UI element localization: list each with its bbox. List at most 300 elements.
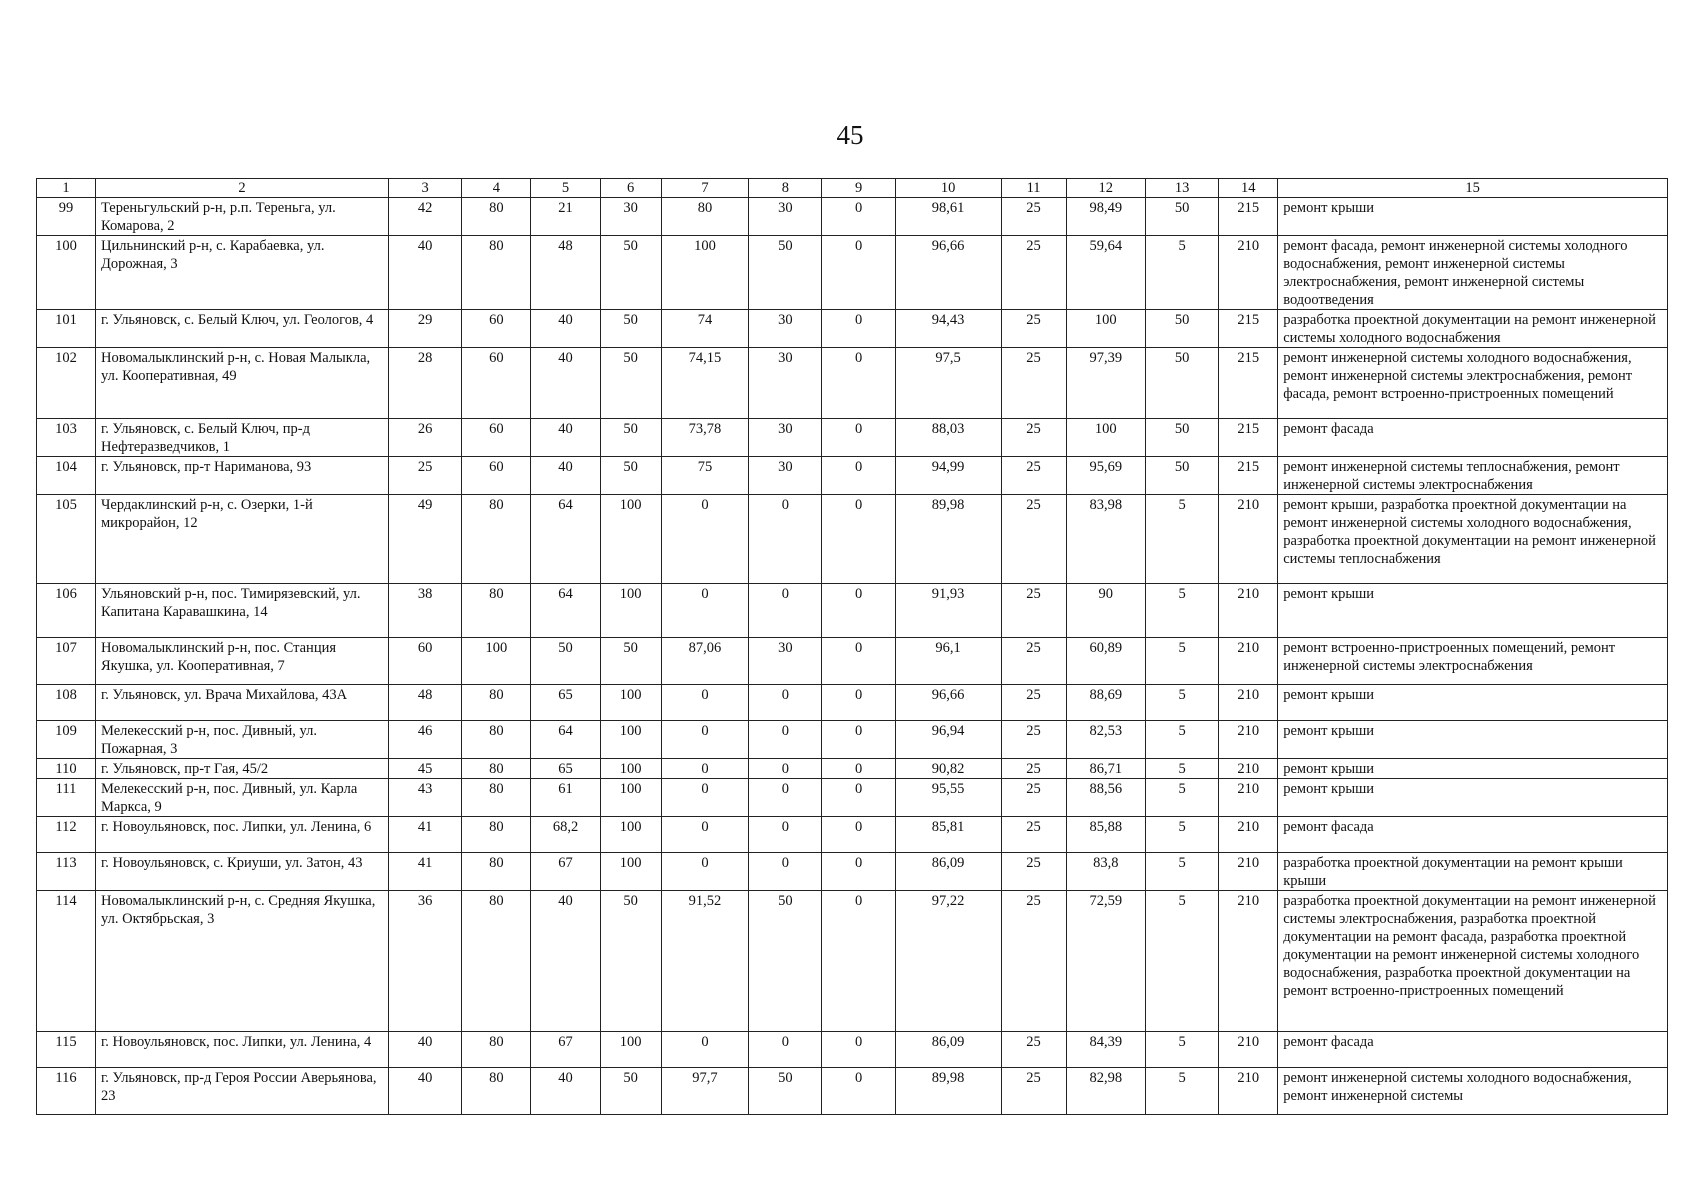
row-number-cell: 108 (37, 685, 96, 721)
row-number-cell: 101 (37, 310, 96, 348)
col-14-cell: 215 (1219, 348, 1278, 419)
address-cell: Цильнинский р-н, с. Карабаевка, ул. Дорожная, 3 (96, 236, 389, 310)
col-4-cell: 60 (462, 310, 531, 348)
col-11-cell: 25 (1001, 348, 1066, 419)
col-6-cell: 100 (600, 685, 661, 721)
col-5-cell: 64 (531, 584, 600, 638)
col-5-cell: 40 (531, 457, 600, 495)
col-7-cell: 0 (661, 853, 749, 891)
table-row (37, 198, 1668, 236)
col-10-cell: 88,03 (895, 419, 1001, 457)
row-number-cell: 113 (37, 853, 96, 891)
col-14-cell: 210 (1219, 853, 1278, 891)
address-cell: Новомалыклинский р-н, пос. Станция Якушка, ул. Кооперативная, 7 (96, 638, 389, 685)
col-7-cell: 97,7 (661, 1068, 749, 1115)
col-8-cell: 30 (749, 348, 822, 419)
col-12-cell: 60,89 (1066, 638, 1145, 685)
col-6-cell: 100 (600, 759, 661, 779)
col-14-cell: 210 (1219, 638, 1278, 685)
col-9-cell: 0 (822, 236, 895, 310)
work-types-cell: ремонт фасада (1278, 419, 1668, 457)
table-row (37, 310, 1668, 348)
address-cell: г. Ульяновск, пр-д Героя России Аверьянова, 23 (96, 1068, 389, 1115)
col-12-cell: 88,69 (1066, 685, 1145, 721)
col-5-cell: 50 (531, 638, 600, 685)
column-header: 2 (96, 179, 389, 198)
col-3-cell: 49 (389, 495, 462, 584)
col-3-cell: 28 (389, 348, 462, 419)
col-4-cell: 80 (462, 1032, 531, 1068)
col-7-cell: 75 (661, 457, 749, 495)
col-8-cell: 50 (749, 1068, 822, 1115)
col-5-cell: 40 (531, 1068, 600, 1115)
col-4-cell: 80 (462, 817, 531, 853)
col-11-cell: 25 (1001, 584, 1066, 638)
col-11-cell: 25 (1001, 1032, 1066, 1068)
column-header: 6 (600, 179, 661, 198)
work-types-cell: разработка проектной документации на ремонт инженерной системы электроснабжения, разработка проектной документации на ремонт фасада, разработка проектной документации на ремонт инженерной системы холодного водоснабжения, разработка проектной документации на ремонт встроенно-пристроенных помещений (1278, 891, 1668, 1032)
column-header: 11 (1001, 179, 1066, 198)
col-14-cell: 210 (1219, 779, 1278, 817)
col-9-cell: 0 (822, 759, 895, 779)
column-header: 3 (389, 179, 462, 198)
address-cell: Ульяновский р-н, пос. Тимирязевский, ул. Капитана Каравашкина, 14 (96, 584, 389, 638)
col-5-cell: 40 (531, 348, 600, 419)
col-9-cell: 0 (822, 1068, 895, 1115)
work-types-cell: ремонт фасада, ремонт инженерной системы холодного водоснабжения, ремонт инженерной системы электроснабжения, ремонт инженерной системы водоотведения (1278, 236, 1668, 310)
row-number-cell: 114 (37, 891, 96, 1032)
col-12-cell: 90 (1066, 584, 1145, 638)
page-number: 45 (836, 120, 864, 150)
col-7-cell: 87,06 (661, 638, 749, 685)
col-11-cell: 25 (1001, 721, 1066, 759)
col-7-cell: 0 (661, 584, 749, 638)
col-12-cell: 72,59 (1066, 891, 1145, 1032)
address-cell: г. Новоульяновск, пос. Липки, ул. Ленина, 6 (96, 817, 389, 853)
col-6-cell: 50 (600, 891, 661, 1032)
col-6-cell: 100 (600, 779, 661, 817)
col-3-cell: 45 (389, 759, 462, 779)
col-13-cell: 50 (1145, 310, 1218, 348)
col-4-cell: 80 (462, 495, 531, 584)
col-11-cell: 25 (1001, 638, 1066, 685)
col-9-cell: 0 (822, 198, 895, 236)
column-header: 13 (1145, 179, 1218, 198)
col-10-cell: 90,82 (895, 759, 1001, 779)
col-10-cell: 98,61 (895, 198, 1001, 236)
col-9-cell: 0 (822, 817, 895, 853)
row-number-cell: 105 (37, 495, 96, 584)
row-number-cell: 115 (37, 1032, 96, 1068)
col-10-cell: 96,1 (895, 638, 1001, 685)
col-13-cell: 5 (1145, 759, 1218, 779)
table-row (37, 495, 1668, 584)
col-11-cell: 25 (1001, 236, 1066, 310)
work-types-cell: ремонт крыши (1278, 584, 1668, 638)
col-6-cell: 100 (600, 853, 661, 891)
col-5-cell: 40 (531, 310, 600, 348)
col-13-cell: 50 (1145, 457, 1218, 495)
table-body (37, 198, 1668, 1115)
address-cell: Мелекесский р-н, пос. Дивный, ул. Карла Маркса, 9 (96, 779, 389, 817)
address-cell: Новомалыклинский р-н, с. Новая Малыкла, ул. Кооперативная, 49 (96, 348, 389, 419)
column-header: 4 (462, 179, 531, 198)
col-8-cell: 0 (749, 817, 822, 853)
table-row (37, 817, 1668, 853)
col-9-cell: 0 (822, 495, 895, 584)
work-types-cell: ремонт крыши (1278, 759, 1668, 779)
column-header: 9 (822, 179, 895, 198)
table-row (37, 779, 1668, 817)
col-4-cell: 60 (462, 457, 531, 495)
work-types-cell: ремонт крыши (1278, 779, 1668, 817)
col-3-cell: 46 (389, 721, 462, 759)
table-row (37, 1068, 1668, 1115)
col-13-cell: 5 (1145, 891, 1218, 1032)
table-row (37, 638, 1668, 685)
col-6-cell: 50 (600, 348, 661, 419)
row-number-cell: 109 (37, 721, 96, 759)
col-9-cell: 0 (822, 853, 895, 891)
col-5-cell: 40 (531, 419, 600, 457)
col-5-cell: 65 (531, 759, 600, 779)
col-4-cell: 80 (462, 891, 531, 1032)
col-7-cell: 0 (661, 817, 749, 853)
work-types-cell: разработка проектной документации на ремонт крыши крыши (1278, 853, 1668, 891)
work-types-cell: ремонт инженерной системы холодного водоснабжения, ремонт инженерной системы (1278, 1068, 1668, 1115)
col-9-cell: 0 (822, 348, 895, 419)
work-types-cell: ремонт инженерной системы теплоснабжения, ремонт инженерной системы электроснабжения (1278, 457, 1668, 495)
col-8-cell: 50 (749, 236, 822, 310)
column-header: 14 (1219, 179, 1278, 198)
col-9-cell: 0 (822, 638, 895, 685)
repair-register-table (36, 178, 1668, 1115)
col-12-cell: 85,88 (1066, 817, 1145, 853)
col-7-cell: 91,52 (661, 891, 749, 1032)
work-types-cell: ремонт крыши (1278, 721, 1668, 759)
work-types-cell: ремонт инженерной системы холодного водоснабжения, ремонт инженерной системы электроснабжения, ремонт фасада, ремонт встроенно-пристроенных помещений (1278, 348, 1668, 419)
col-13-cell: 5 (1145, 779, 1218, 817)
col-8-cell: 50 (749, 891, 822, 1032)
column-header: 10 (895, 179, 1001, 198)
col-8-cell: 0 (749, 1032, 822, 1068)
col-12-cell: 88,56 (1066, 779, 1145, 817)
address-cell: г. Ульяновск, с. Белый Ключ, пр-д Нефтеразведчиков, 1 (96, 419, 389, 457)
col-3-cell: 43 (389, 779, 462, 817)
col-12-cell: 100 (1066, 310, 1145, 348)
col-7-cell: 0 (661, 779, 749, 817)
col-6-cell: 50 (600, 310, 661, 348)
col-11-cell: 25 (1001, 685, 1066, 721)
col-12-cell: 59,64 (1066, 236, 1145, 310)
column-header: 8 (749, 179, 822, 198)
col-9-cell: 0 (822, 457, 895, 495)
col-3-cell: 48 (389, 685, 462, 721)
col-8-cell: 0 (749, 759, 822, 779)
col-14-cell: 210 (1219, 685, 1278, 721)
col-3-cell: 38 (389, 584, 462, 638)
column-header: 5 (531, 179, 600, 198)
column-header: 15 (1278, 179, 1668, 198)
col-4-cell: 60 (462, 348, 531, 419)
col-14-cell: 210 (1219, 236, 1278, 310)
row-number-cell: 107 (37, 638, 96, 685)
col-6-cell: 100 (600, 817, 661, 853)
col-10-cell: 97,22 (895, 891, 1001, 1032)
col-8-cell: 0 (749, 779, 822, 817)
col-5-cell: 48 (531, 236, 600, 310)
col-5-cell: 40 (531, 891, 600, 1032)
col-14-cell: 210 (1219, 891, 1278, 1032)
col-14-cell: 210 (1219, 721, 1278, 759)
col-6-cell: 100 (600, 584, 661, 638)
col-12-cell: 83,98 (1066, 495, 1145, 584)
row-number-cell: 103 (37, 419, 96, 457)
col-7-cell: 0 (661, 759, 749, 779)
col-6-cell: 50 (600, 419, 661, 457)
col-9-cell: 0 (822, 584, 895, 638)
col-9-cell: 0 (822, 891, 895, 1032)
col-12-cell: 82,98 (1066, 1068, 1145, 1115)
address-cell: Новомалыклинский р-н, с. Средняя Якушка, ул. Октябрьская, 3 (96, 891, 389, 1032)
col-11-cell: 25 (1001, 1068, 1066, 1115)
col-6-cell: 50 (600, 1068, 661, 1115)
row-number-cell: 116 (37, 1068, 96, 1115)
col-9-cell: 0 (822, 779, 895, 817)
col-4-cell: 80 (462, 198, 531, 236)
work-types-cell: ремонт встроенно-пристроенных помещений, ремонт инженерной системы электроснабжения (1278, 638, 1668, 685)
col-12-cell: 86,71 (1066, 759, 1145, 779)
col-3-cell: 40 (389, 1068, 462, 1115)
row-number-cell: 106 (37, 584, 96, 638)
col-3-cell: 40 (389, 1032, 462, 1068)
col-3-cell: 25 (389, 457, 462, 495)
col-8-cell: 30 (749, 457, 822, 495)
col-14-cell: 210 (1219, 817, 1278, 853)
work-types-cell: ремонт фасада (1278, 1032, 1668, 1068)
work-types-cell: ремонт фасада (1278, 817, 1668, 853)
col-11-cell: 25 (1001, 759, 1066, 779)
col-8-cell: 30 (749, 419, 822, 457)
address-cell: г. Новоульяновск, пос. Липки, ул. Ленина, 4 (96, 1032, 389, 1068)
col-12-cell: 97,39 (1066, 348, 1145, 419)
col-4-cell: 80 (462, 853, 531, 891)
col-14-cell: 215 (1219, 457, 1278, 495)
table-row (37, 891, 1668, 1032)
col-4-cell: 80 (462, 584, 531, 638)
work-types-cell: ремонт крыши (1278, 198, 1668, 236)
col-10-cell: 96,66 (895, 685, 1001, 721)
col-4-cell: 80 (462, 685, 531, 721)
row-number-cell: 100 (37, 236, 96, 310)
col-3-cell: 29 (389, 310, 462, 348)
work-types-cell: ремонт крыши (1278, 685, 1668, 721)
col-8-cell: 30 (749, 198, 822, 236)
table-row (37, 721, 1668, 759)
col-9-cell: 0 (822, 721, 895, 759)
col-12-cell: 82,53 (1066, 721, 1145, 759)
address-cell: Тереньгульский р-н, р.п. Тереньга, ул. Комарова, 2 (96, 198, 389, 236)
col-8-cell: 30 (749, 310, 822, 348)
col-6-cell: 100 (600, 1032, 661, 1068)
col-3-cell: 42 (389, 198, 462, 236)
col-7-cell: 0 (661, 685, 749, 721)
col-14-cell: 210 (1219, 584, 1278, 638)
col-6-cell: 50 (600, 457, 661, 495)
col-4-cell: 80 (462, 236, 531, 310)
col-10-cell: 86,09 (895, 1032, 1001, 1068)
col-11-cell: 25 (1001, 198, 1066, 236)
col-10-cell: 89,98 (895, 495, 1001, 584)
table-row (37, 685, 1668, 721)
col-8-cell: 30 (749, 638, 822, 685)
col-5-cell: 61 (531, 779, 600, 817)
col-4-cell: 80 (462, 779, 531, 817)
col-10-cell: 96,66 (895, 236, 1001, 310)
col-13-cell: 5 (1145, 1068, 1218, 1115)
col-10-cell: 95,55 (895, 779, 1001, 817)
col-14-cell: 210 (1219, 495, 1278, 584)
col-11-cell: 25 (1001, 779, 1066, 817)
row-number-cell: 110 (37, 759, 96, 779)
col-11-cell: 25 (1001, 853, 1066, 891)
table-row (37, 419, 1668, 457)
col-7-cell: 74 (661, 310, 749, 348)
col-7-cell: 80 (661, 198, 749, 236)
col-10-cell: 94,43 (895, 310, 1001, 348)
col-12-cell: 98,49 (1066, 198, 1145, 236)
col-5-cell: 21 (531, 198, 600, 236)
col-7-cell: 74,15 (661, 348, 749, 419)
col-14-cell: 210 (1219, 759, 1278, 779)
col-3-cell: 36 (389, 891, 462, 1032)
table-row (37, 236, 1668, 310)
col-3-cell: 60 (389, 638, 462, 685)
col-13-cell: 50 (1145, 348, 1218, 419)
col-13-cell: 5 (1145, 495, 1218, 584)
row-number-cell: 112 (37, 817, 96, 853)
col-4-cell: 60 (462, 419, 531, 457)
header-row (37, 179, 1668, 198)
col-11-cell: 25 (1001, 310, 1066, 348)
row-number-cell: 99 (37, 198, 96, 236)
col-9-cell: 0 (822, 685, 895, 721)
col-10-cell: 94,99 (895, 457, 1001, 495)
col-4-cell: 80 (462, 1068, 531, 1115)
col-13-cell: 50 (1145, 198, 1218, 236)
row-number-cell: 111 (37, 779, 96, 817)
col-14-cell: 210 (1219, 1068, 1278, 1115)
col-11-cell: 25 (1001, 495, 1066, 584)
table-row (37, 348, 1668, 419)
col-10-cell: 97,5 (895, 348, 1001, 419)
col-6-cell: 30 (600, 198, 661, 236)
address-cell: г. Ульяновск, пр-т Гая, 45/2 (96, 759, 389, 779)
col-10-cell: 85,81 (895, 817, 1001, 853)
col-8-cell: 0 (749, 721, 822, 759)
col-5-cell: 65 (531, 685, 600, 721)
col-11-cell: 25 (1001, 457, 1066, 495)
col-8-cell: 0 (749, 853, 822, 891)
col-12-cell: 100 (1066, 419, 1145, 457)
col-14-cell: 215 (1219, 310, 1278, 348)
address-cell: Мелекесский р-н, пос. Дивный, ул. Пожарная, 3 (96, 721, 389, 759)
col-7-cell: 0 (661, 1032, 749, 1068)
col-5-cell: 67 (531, 1032, 600, 1068)
col-6-cell: 100 (600, 495, 661, 584)
column-header: 1 (37, 179, 96, 198)
table-row (37, 853, 1668, 891)
col-13-cell: 50 (1145, 419, 1218, 457)
col-8-cell: 0 (749, 495, 822, 584)
col-12-cell: 83,8 (1066, 853, 1145, 891)
col-13-cell: 5 (1145, 638, 1218, 685)
col-4-cell: 80 (462, 759, 531, 779)
col-13-cell: 5 (1145, 1032, 1218, 1068)
col-14-cell: 210 (1219, 1032, 1278, 1068)
col-11-cell: 25 (1001, 817, 1066, 853)
address-cell: Чердаклинский р-н, с. Озерки, 1-й микрорайон, 12 (96, 495, 389, 584)
col-13-cell: 5 (1145, 817, 1218, 853)
col-9-cell: 0 (822, 419, 895, 457)
col-4-cell: 100 (462, 638, 531, 685)
col-7-cell: 0 (661, 721, 749, 759)
address-cell: г. Ульяновск, пр-т Нариманова, 93 (96, 457, 389, 495)
col-5-cell: 67 (531, 853, 600, 891)
col-10-cell: 96,94 (895, 721, 1001, 759)
col-3-cell: 41 (389, 817, 462, 853)
col-13-cell: 5 (1145, 853, 1218, 891)
col-13-cell: 5 (1145, 721, 1218, 759)
row-number-cell: 102 (37, 348, 96, 419)
col-7-cell: 100 (661, 236, 749, 310)
column-header: 7 (661, 179, 749, 198)
col-3-cell: 40 (389, 236, 462, 310)
col-5-cell: 64 (531, 721, 600, 759)
col-3-cell: 26 (389, 419, 462, 457)
col-5-cell: 64 (531, 495, 600, 584)
table-row (37, 457, 1668, 495)
table-row (37, 584, 1668, 638)
col-10-cell: 91,93 (895, 584, 1001, 638)
table-row (37, 759, 1668, 779)
column-header: 12 (1066, 179, 1145, 198)
col-11-cell: 25 (1001, 419, 1066, 457)
address-cell: г. Ульяновск, ул. Врача Михайлова, 43А (96, 685, 389, 721)
work-types-cell: ремонт крыши, разработка проектной документации на ремонт инженерной системы холодного водоснабжения, разработка проектной документации на ремонт инженерной системы теплоснабжения (1278, 495, 1668, 584)
col-10-cell: 89,98 (895, 1068, 1001, 1115)
col-14-cell: 215 (1219, 198, 1278, 236)
col-13-cell: 5 (1145, 236, 1218, 310)
col-13-cell: 5 (1145, 584, 1218, 638)
col-14-cell: 215 (1219, 419, 1278, 457)
col-7-cell: 73,78 (661, 419, 749, 457)
col-5-cell: 68,2 (531, 817, 600, 853)
work-types-cell: разработка проектной документации на ремонт инженерной системы холодного водоснабжения (1278, 310, 1668, 348)
col-10-cell: 86,09 (895, 853, 1001, 891)
col-3-cell: 41 (389, 853, 462, 891)
row-number-cell: 104 (37, 457, 96, 495)
col-13-cell: 5 (1145, 685, 1218, 721)
col-6-cell: 50 (600, 236, 661, 310)
col-7-cell: 0 (661, 495, 749, 584)
table-row (37, 1032, 1668, 1068)
col-4-cell: 80 (462, 721, 531, 759)
address-cell: г. Новоульяновск, с. Криуши, ул. Затон, 43 (96, 853, 389, 891)
col-6-cell: 100 (600, 721, 661, 759)
col-12-cell: 84,39 (1066, 1032, 1145, 1068)
col-6-cell: 50 (600, 638, 661, 685)
